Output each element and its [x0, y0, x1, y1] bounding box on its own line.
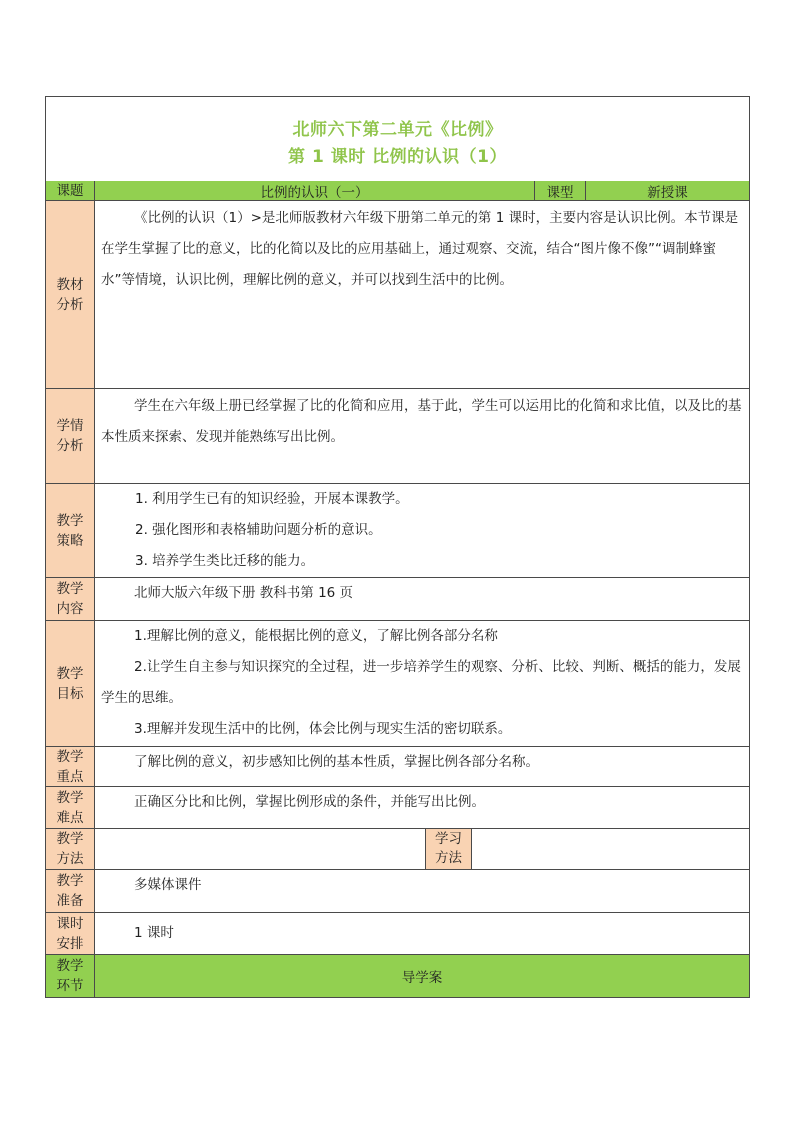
- row-schedule: [46, 913, 749, 955]
- strategy-item: 3. 培养学生类比迁移的能力。: [135, 553, 315, 569]
- textbook-analysis-label: 教材 分析: [46, 201, 95, 388]
- row-methods: [46, 829, 749, 870]
- row-textbook-analysis: [46, 201, 749, 389]
- key-points-label: 教学 重点: [46, 747, 95, 786]
- content-content: [95, 578, 749, 620]
- type-label: 课型: [535, 181, 586, 200]
- strategy-label: 教学 策略: [46, 484, 95, 577]
- row-preparation: [46, 870, 749, 913]
- methods-label: 教学 方法: [46, 829, 95, 869]
- row-process: [46, 955, 749, 997]
- goal-item: 1.理解比例的意义，能根据比例的意义，了解比例各部分名称: [134, 628, 498, 644]
- textbook-analysis-text: 《比例的认识（1）>是北师版教材六年级下册第二单元的第 1 课时，主要内容是认识比例。本节课是在学生掌握了比的意义，比的化简以及比的应用基础上，通过观察、交流，结合“图片像不像”“调制蜂蜜水”等情境，认识比例，理解比例的意义，并可以找到生活中的比例。: [101, 210, 739, 288]
- title-area: [46, 97, 749, 182]
- row-goals: [46, 621, 749, 747]
- topic-label: 课题: [46, 181, 95, 200]
- schedule-content: [95, 913, 749, 954]
- lesson-title: 第 1 课时 比例的认识（1）: [288, 147, 507, 167]
- goal-item: 3.理解并发现生活中的比例，体会比例与现实生活的密切联系。: [134, 721, 512, 737]
- row-student-analysis: [46, 389, 749, 484]
- preparation-label: 教学 准备: [46, 870, 95, 912]
- student-analysis-content: [95, 389, 749, 483]
- difficulties-content: [95, 787, 749, 828]
- difficulties-text: 正确区分比和比例，掌握比例形成的条件，并能写出比例。: [134, 794, 485, 810]
- goals-content: [95, 621, 749, 746]
- strategy-content: [95, 484, 749, 577]
- row-strategy: [46, 484, 749, 578]
- schedule-text: 1 课时: [134, 925, 174, 941]
- row-content: [46, 578, 749, 621]
- content-label: 教学 内容: [46, 578, 95, 620]
- process-value: 导学案: [95, 955, 749, 997]
- learning-methods-label: 学习 方法: [426, 829, 472, 869]
- lesson-plan-table: [45, 96, 750, 998]
- row-key-points: [46, 747, 749, 787]
- preparation-content: [95, 870, 749, 912]
- row-topic: [46, 181, 749, 201]
- difficulties-label: 教学 难点: [46, 787, 95, 828]
- content-text: 北师大版六年级下册 教科书第 16 页: [134, 585, 354, 601]
- row-difficulties: [46, 787, 749, 829]
- process-label: 教学 环节: [46, 955, 95, 997]
- learning-methods-value: [472, 829, 749, 869]
- type-value: 新授课: [586, 181, 749, 200]
- goal-item: 2.让学生自主参与知识探究的全过程，进一步培养学生的观察、分析、比较、判断、概括的能力，发展学生的思维。: [101, 659, 741, 706]
- student-analysis-label: 学情 分析: [46, 389, 95, 483]
- strategy-item: 2. 强化图形和表格辅助问题分析的意识。: [135, 522, 382, 538]
- unit-title: 北师六下第二单元《比例》: [292, 120, 503, 140]
- student-analysis-text: 学生在六年级上册已经掌握了比的化简和应用，基于此，学生可以运用比的化简和求比值，以及比的基本性质来探索、发现并能熟练写出比例。: [101, 398, 742, 445]
- preparation-text: 多媒体课件: [134, 877, 202, 893]
- schedule-label: 课时 安排: [46, 913, 95, 954]
- key-points-content: [95, 747, 749, 786]
- topic-value: 比例的认识（一）: [95, 181, 535, 200]
- goals-label: 教学 目标: [46, 621, 95, 746]
- strategy-item: 1. 利用学生已有的知识经验，开展本课教学。: [135, 491, 409, 507]
- methods-value: [95, 829, 426, 869]
- textbook-analysis-content: [95, 201, 749, 388]
- key-points-text: 了解比例的意义，初步感知比例的基本性质，掌握比例各部分名称。: [134, 754, 539, 770]
